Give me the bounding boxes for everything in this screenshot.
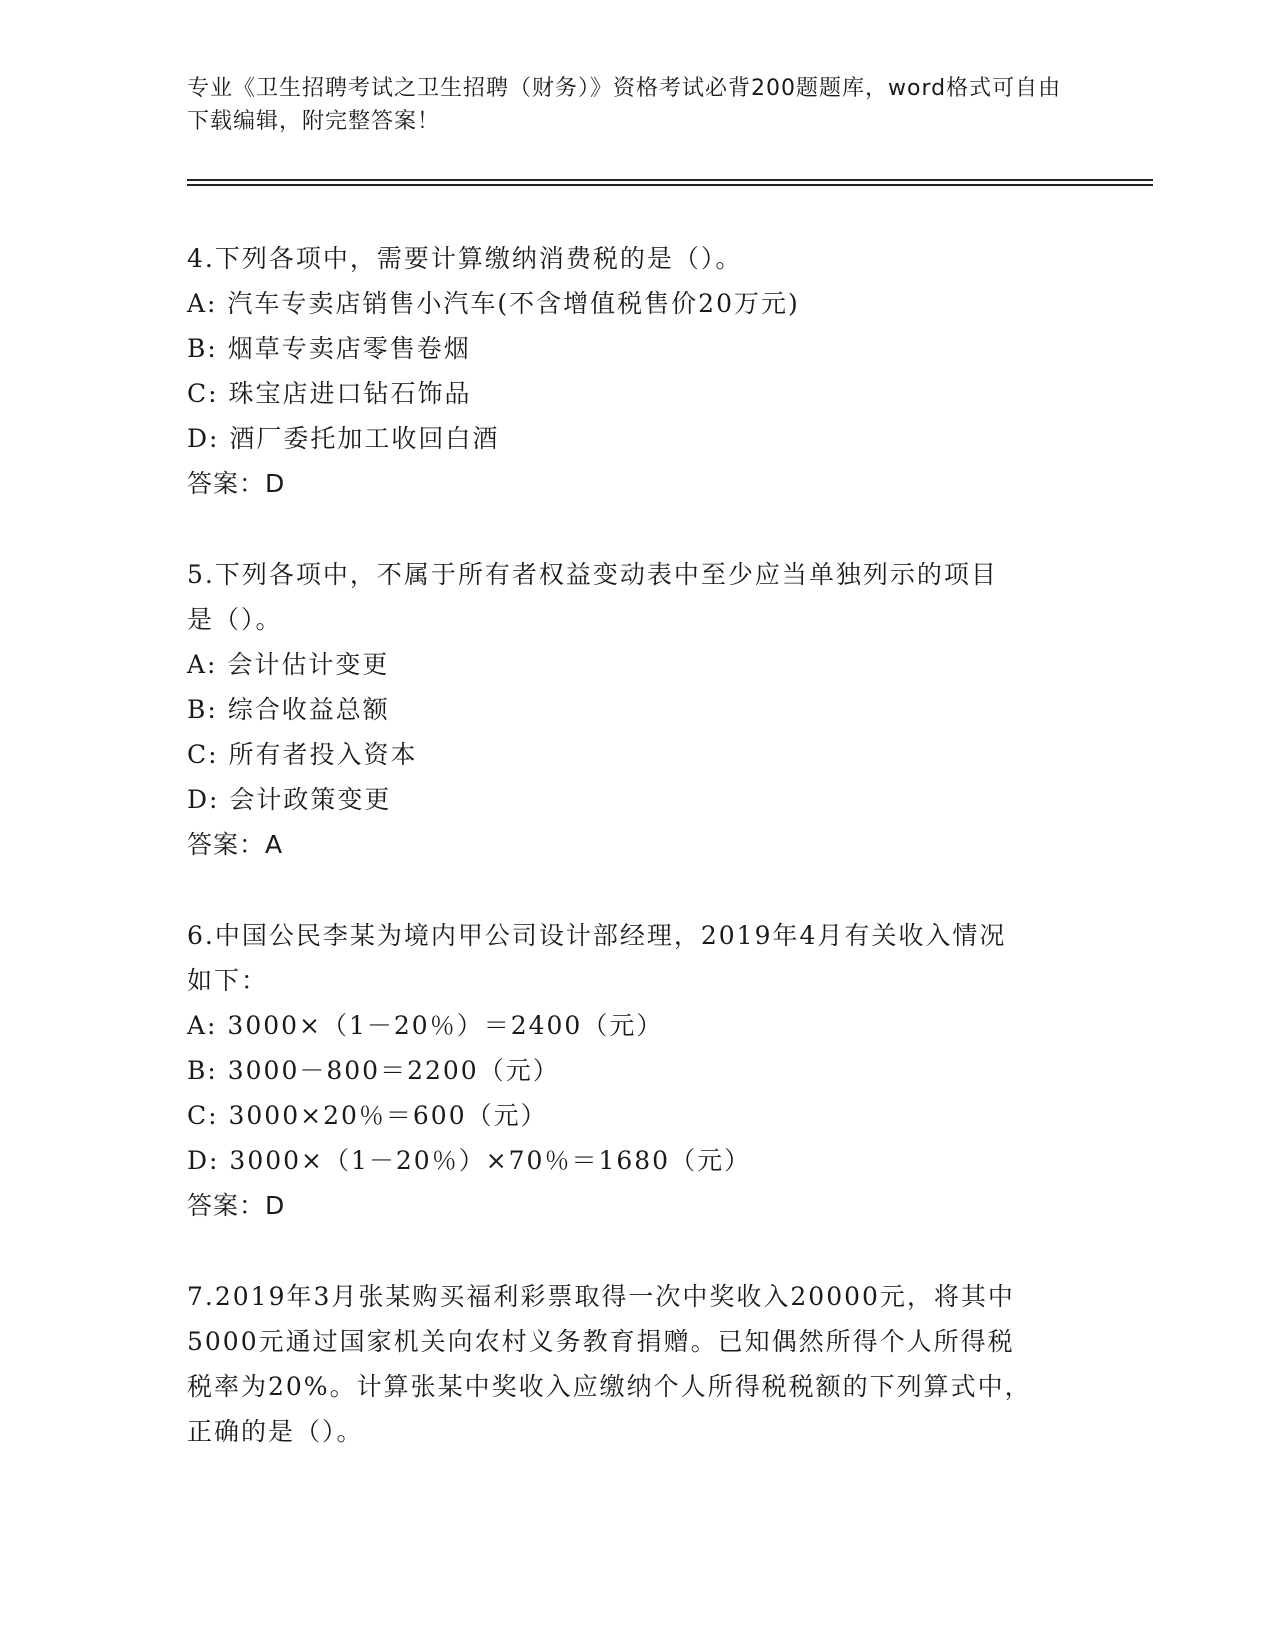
header-rule-top [187,179,1153,181]
question-5 [187,552,1087,867]
option-a: A: 会计估计变更 [187,650,390,679]
question-stem: 5.下列各项中，不属于所有者权益变动表中至少应当单独列示的项目 [187,560,998,589]
option-d: D: 3000×（1－20％）×70％＝1680（元） [187,1146,752,1175]
option-a: A: 3000×（1－20％）＝2400（元） [187,1011,664,1040]
answer-line: 答案：A [187,830,284,859]
document-header: 专业《卫生招聘考试之卫生招聘（财务）》资格考试必背200题题库，word格式可自由下载编辑，附完整答案！ [187,76,1062,134]
question-7 [187,1274,1087,1454]
option-a: A: 汽车专卖店销售小汽车(不含增值税售价20万元) [187,289,800,318]
option-c: C: 珠宝店进口钻石饰品 [187,379,472,408]
option-b: B: 综合收益总额 [187,695,390,724]
option-c: C: 所有者投入资本 [187,740,418,769]
question-list [187,236,1087,1500]
question-stem: 7.2019年3月张某购买福利彩票取得一次中奖收入20000元，将其中 [187,1282,1015,1311]
answer-line: 答案：D [187,1191,286,1220]
option-b: B: 烟草专卖店零售卷烟 [187,334,471,363]
option-b: B: 3000－800＝2200（元） [187,1056,560,1085]
question-stem-continued: 5000元通过国家机关向农村义务教育捐赠。已知偶然所得个人所得税 [187,1327,1015,1356]
question-stem-continued: 如下： [187,966,269,995]
question-4 [187,236,1087,506]
option-d: D: 酒厂委托加工收回白酒 [187,424,500,453]
option-c: C: 3000×20％＝600（元） [187,1101,548,1130]
question-stem: 6.中国公民李某为境内甲公司设计部经理，2019年4月有关收入情况 [187,921,1007,950]
question-6 [187,913,1087,1228]
header-rule-bottom [187,184,1153,186]
question-stem: 4.下列各项中，需要计算缴纳消费税的是（）。 [187,244,743,273]
question-stem-continued: 正确的是（）。 [187,1417,364,1446]
question-stem-continued: 税率为20%。计算张某中奖收入应缴纳个人所得税税额的下列算式中， [187,1372,1032,1401]
option-d: D: 会计政策变更 [187,785,392,814]
answer-line: 答案：D [187,469,286,498]
question-stem-continued: 是（）。 [187,605,283,634]
